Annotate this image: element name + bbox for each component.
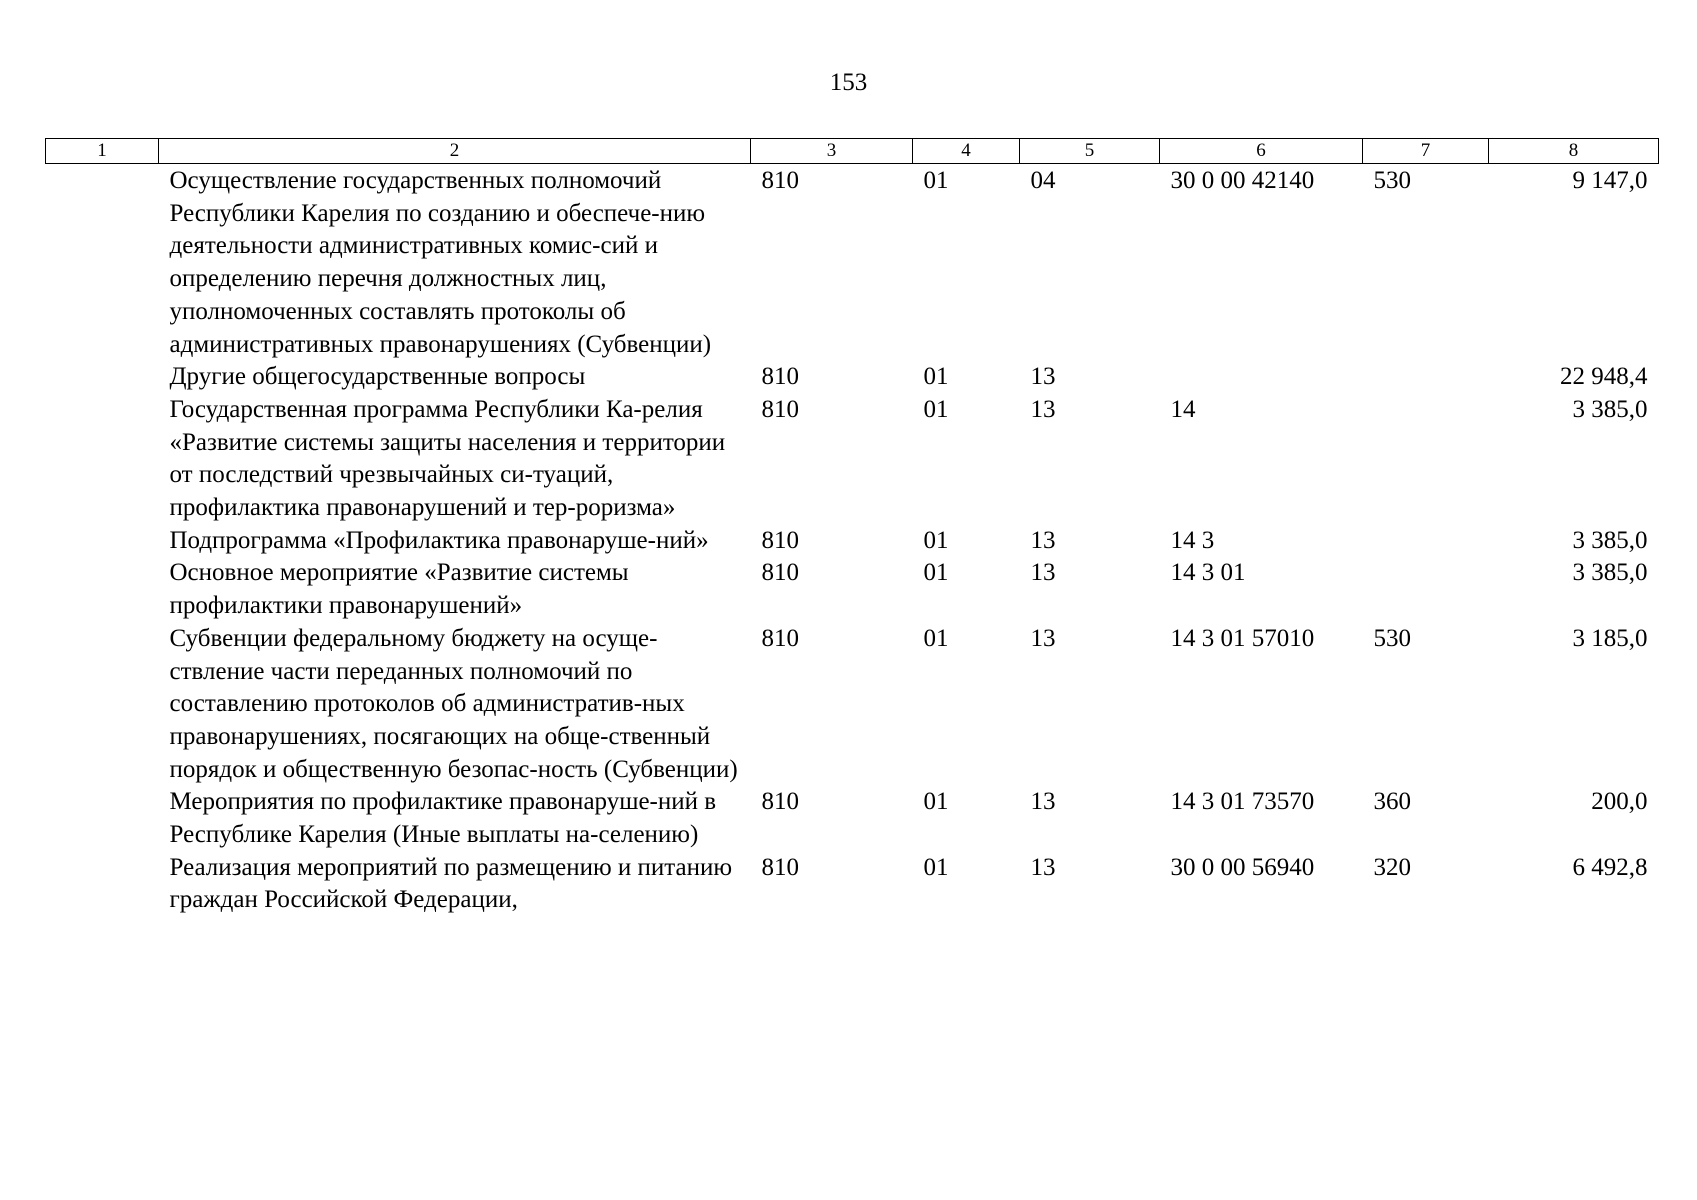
target-code-cell: 14 3 01 [1170,559,1246,587]
column-number-header: 1 [46,139,159,164]
section-code-cell: 01 [923,395,949,423]
subsection-code-cell: 13 [1030,363,1056,391]
table-row [46,852,1659,917]
row-index-cell [46,786,159,851]
expense-type-cell: 320 [1373,853,1411,881]
target-code-cell: 30 0 00 42140 [1170,167,1315,194]
amount-cell: 9 147,0 [1572,167,1648,194]
subsection-code-cell: 13 [1030,526,1056,554]
table-row [46,525,1659,558]
column-number-header: 8 [1489,139,1659,164]
expense-type-cell: 530 [1373,167,1411,194]
ministry-code-cell: 810 [761,853,799,881]
row-index-cell [46,361,159,394]
subsection-code-cell: 13 [1030,853,1056,881]
row-index-cell [46,394,159,525]
row-name-cell: Осуществление государственных полномочий Республики Карелия по созданию и обеспече-нию деятельности административных комис-сий и определению перечня должностных лиц, уполномоченных составлять протоколы об административных правонарушениях (Субвенции) [169,167,712,358]
row-name-cell: Государственная программа Республики Ка-релия «Развитие системы защиты населения и территории от последствий чрезвычайных си-туаций, профилактика правонарушений и тер-роризма» [169,395,726,522]
target-code-cell: 14 3 [1170,526,1215,554]
section-code-cell: 01 [923,526,949,554]
ministry-code-cell: 810 [761,395,799,423]
amount-cell: 3 385,0 [1572,395,1648,423]
target-code-cell [1160,361,1363,394]
column-number-header: 4 [913,139,1020,164]
column-number-header-row [46,139,1659,164]
expense-type-cell [1363,394,1489,525]
expense-type-cell [1363,557,1489,622]
page-number: 153 [829,69,868,96]
table-row [46,394,1659,525]
subsection-code-cell: 04 [1030,167,1056,194]
section-code-cell: 01 [923,363,949,391]
row-name-cell: Реализация мероприятий по размещению и питанию граждан Российской Федерации, [169,853,733,914]
section-code-cell: 01 [923,559,949,587]
target-code-cell: 14 3 01 73570 [1170,788,1315,816]
table-row [46,557,1659,622]
ministry-code-cell: 810 [761,788,799,816]
row-index-cell [46,525,159,558]
ministry-code-cell: 810 [761,559,799,587]
subsection-code-cell: 13 [1030,624,1056,652]
ministry-code-cell: 810 [761,526,799,554]
column-number-header: 5 [1020,139,1160,164]
amount-cell: 3 385,0 [1572,559,1648,587]
target-code-cell: 14 3 01 57010 [1170,624,1315,652]
ministry-code-cell: 810 [761,624,799,652]
expense-type-cell [1363,361,1489,394]
section-code-cell: 01 [923,853,949,881]
row-name-cell: Мероприятия по профилактике правонаруше-ний в Республике Карелия (Иные выплаты на-селению) [169,788,717,849]
expense-type-cell [1363,525,1489,558]
row-index-cell [46,557,159,622]
target-code-cell: 14 [1170,395,1196,423]
row-index-cell [46,852,159,917]
row-name-cell: Основное мероприятие «Развитие системы профилактики правонарушений» [169,559,629,620]
column-number-header: 7 [1363,139,1489,164]
row-name-cell: Другие общегосударственные вопросы [169,363,586,391]
expense-type-cell: 530 [1373,624,1411,652]
budget-table [45,138,1659,917]
ministry-code-cell: 810 [761,167,799,194]
row-index-cell [46,623,159,787]
table-row [46,361,1659,394]
column-number-header: 6 [1160,139,1363,164]
subsection-code-cell: 13 [1030,788,1056,816]
table-row [46,786,1659,851]
subsection-code-cell: 13 [1030,559,1056,587]
row-name-cell: Субвенции федеральному бюджету на осуще-ствление части переданных полномочий по составлению протоколов об административ-ных правонарушениях, посягающих на обще-ственный порядок и общественную безопас-ность (Субвенции) [169,624,738,783]
target-code-cell: 30 0 00 56940 [1170,853,1315,881]
section-code-cell: 01 [923,624,949,652]
row-name-cell: Подпрограмма «Профилактика правонаруше-ний» [169,526,709,554]
column-number-header: 3 [751,139,913,164]
section-code-cell: 01 [923,788,949,816]
column-number-header: 2 [159,139,751,164]
table-row [46,623,1659,787]
subsection-code-cell: 13 [1030,395,1056,423]
row-index-cell [46,164,159,362]
amount-cell: 6 492,8 [1572,853,1648,881]
section-code-cell: 01 [923,167,949,194]
amount-cell: 200,0 [1591,788,1648,816]
amount-cell: 3 385,0 [1572,526,1648,554]
ministry-code-cell: 810 [761,363,799,391]
expense-type-cell: 360 [1373,788,1411,816]
table-row [46,164,1659,362]
amount-cell: 3 185,0 [1572,624,1648,652]
amount-cell: 22 948,4 [1560,363,1648,391]
